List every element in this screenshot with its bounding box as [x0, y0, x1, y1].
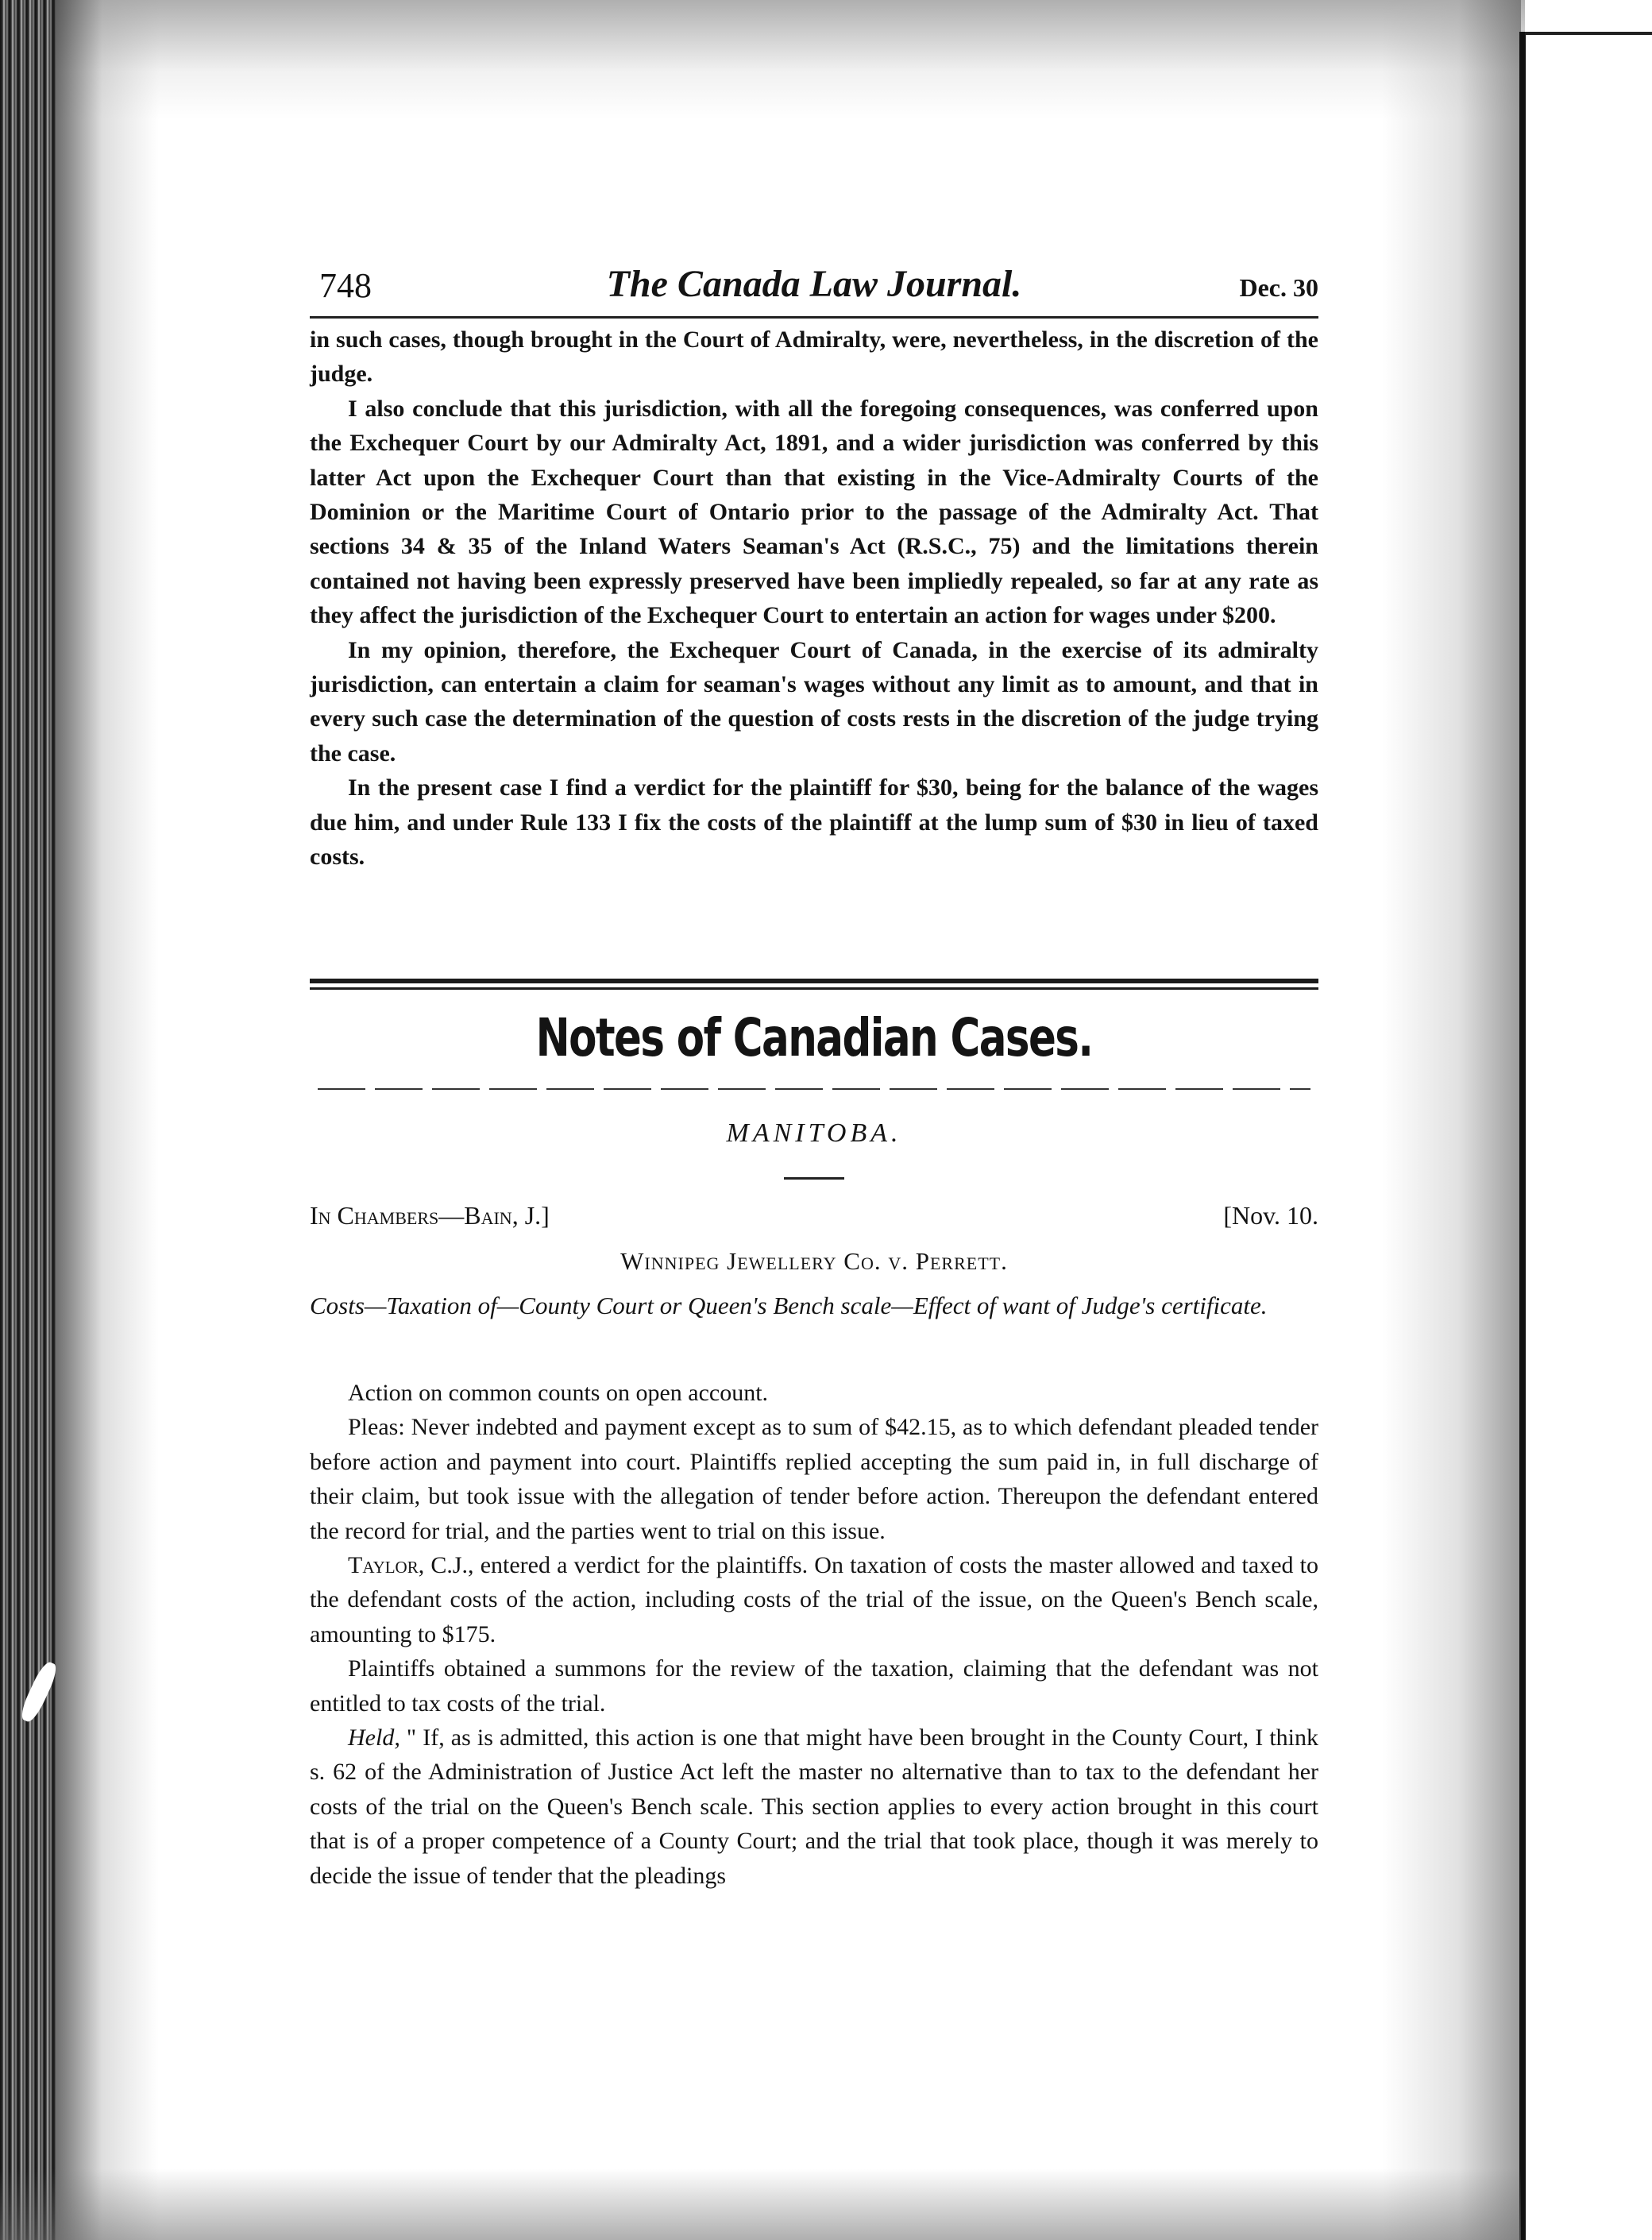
opinion-paragraph: In my opinion, therefore, the Exchequer Court of Canada, in the exercise of its admiralty jurisdiction, can entertain a claim for seaman's wages without any limit as to amount, and that in every such case the determination of the question of costs rests in the discretion of the judge trying the case.	[310, 636, 1318, 767]
scan-corner-line	[1525, 32, 1652, 35]
journal-title: The Canada Law Journal.	[606, 263, 1022, 305]
section-double-rule-thick	[310, 979, 1318, 983]
scan-left-shadow	[56, 0, 159, 2240]
section-heading: Notes of Canadian Cases.	[535, 1007, 1093, 1068]
scan-right-shadow	[1382, 0, 1521, 2240]
running-head	[310, 262, 1318, 318]
case-paragraph: Pleas: Never indebted and payment except as to sum of $42.15, as to which defendant pleaded tender before action and payment into court. Plaintiffs replied accepting the sum paid in, in full discharge of their claim, but took issue with the allegation of tender before action. Thereupon the defendant entered the record for trial, and the parties went to trial on this issue.	[310, 1414, 1318, 1544]
opinion-paragraph: I also conclude that this jurisdiction, with all the foregoing consequences, was conferred upon the Exchequer Court by our Admiralty Act, 1891, and a wider jurisdiction was conferred by this latter Act upon the Exchequer Court than that existing in the Vice-Admiralty Courts of the Dominion or the Maritime Court of Ontario prior to the passage of the Admiralty Act. That sections 34 & 35 of the Inland Waters Seaman's Act (R.S.C., 75) and the limitations therein contained not having been expressly preserved have been impliedly repealed, so far at any rate as they affect the jurisdiction of the Exchequer Court to entertain an action for wages under $200.	[310, 395, 1318, 629]
decision-date: [Nov. 10.	[1223, 1201, 1318, 1230]
page-number: 748	[319, 266, 372, 305]
case-text	[310, 1376, 1318, 1893]
case-headnote: Costs—Taxation of—County Court or Queen's Bench scale—Effect of want of Judge's certificate.	[310, 1292, 1268, 1319]
scan-right-border	[1519, 32, 1526, 2240]
issue-date: Dec. 30	[1239, 273, 1318, 302]
case-paragraph: Action on common counts on open account.	[348, 1380, 769, 1406]
header-rule	[310, 316, 1318, 319]
judge-name: Taylor	[348, 1552, 419, 1579]
case-paragraph	[310, 1721, 1318, 1893]
opinion-paragraph: In the present case I find a verdict for the plaintiff for $30, being for the balance of the wages due him, and under Rule 133 I fix the costs of the plaintiff at the lump sum of $30 in lieu of taxed costs.	[310, 774, 1318, 871]
case-paragraph-text: " If, as is admitted, this action is one that might have been brought in the County Court, I think s. 62 of the Administration of Justice Act left the master no alternative than to tax to the defendant her costs of the trial on the Queen's Bench scale. This section applies to every action brought in this court that is of a proper competence of a County Court; and the trial that took place, though it was merely to decide the issue of tender that the pleadings	[310, 1724, 1318, 1889]
held-label: Held,	[348, 1724, 400, 1751]
opinion-paragraph: in such cases, though brought in the Court of Admiralty, were, nevertheless, in the discretion of the judge.	[310, 326, 1318, 388]
case-name: Winnipeg Jewellery Co. v. Perrett.	[620, 1247, 1008, 1275]
journal-page	[310, 0, 1318, 2240]
case-paragraph: Plaintiffs obtained a summons for the review of the taxation, claiming that the defendant was not entitled to tax costs of the trial.	[310, 1655, 1318, 1717]
province-heading: MANITOBA.	[726, 1118, 902, 1148]
scan-binding-edge	[0, 0, 56, 2240]
case-paragraph-text: , C.J., entered a verdict for the plaintiffs. On taxation of costs the master allowed and taxed to the defendant costs of the action, including costs of the trial of the issue, on the Queen's Bench scale, amounting to $175.	[310, 1552, 1318, 1647]
dashed-rule	[318, 1088, 1310, 1090]
case-paragraph	[310, 1548, 1318, 1651]
court-and-judge: In Chambers—Bain, J.]	[310, 1201, 550, 1230]
section-double-rule-thin	[310, 987, 1318, 990]
short-rule	[784, 1177, 844, 1180]
opinion-text	[310, 322, 1318, 875]
